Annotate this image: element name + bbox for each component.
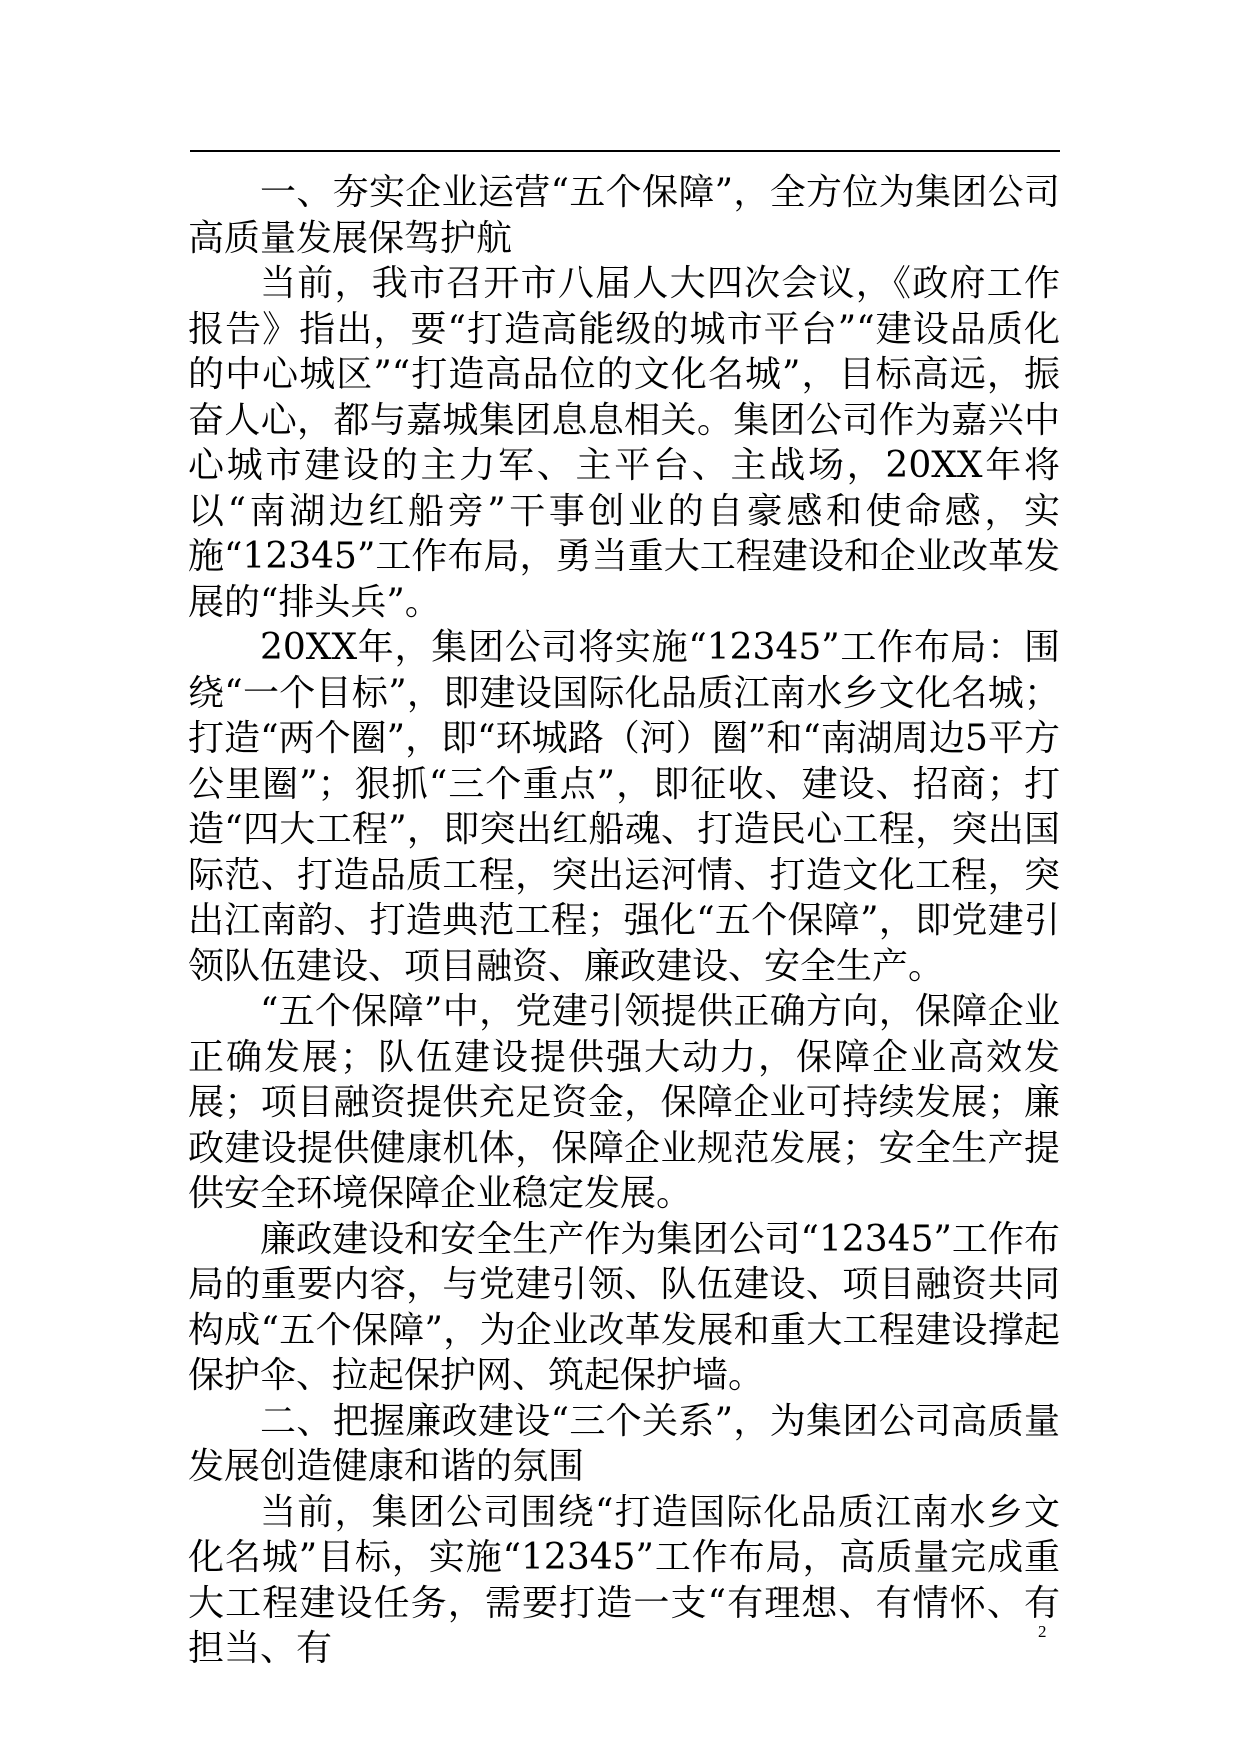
- section-heading-2: 二、把握廉政建设“三个关系”，为集团公司高质量发展创造健康和谐的氛围: [188, 1400, 1060, 1487]
- header-rule: [190, 150, 1060, 152]
- body-paragraph: 廉政建设和安全生产作为集团公司“12345”工作布局的重要内容，与党建引领、队伍建设、项目融资共同构成“五个保障”，为企业改革发展和重大工程建设撑起保护伞、拉起保护网、筑起保护墙。: [188, 1218, 1060, 1396]
- body-paragraph: 20XX年，集团公司将实施“12345”工作布局：围绕“一个目标”，即建设国际化品质江南水乡文化名城；打造“两个圈”，即“环城路（河）圈”和“南湖周边5平方公里圈”；狠抓“三个重点”，即征收、建设、招商；打造“四大工程”，即突出红船魂、打造民心工程，突出国际范、打造品质工程，突出运河情、打造文化工程，突出江南韵、打造典范工程；强化“五个保障”，即党建引领队伍建设、项目融资、廉政建设、安全生产。: [188, 627, 1060, 987]
- body-paragraph: 当前，我市召开市八届人大四次会议，《政府工作报告》指出，要“打造高能级的城市平台”“建设品质化的中心城区”“打造高品位的文化名城”，目标高远，振奋人心，都与嘉城集团息息相关。集团公司作为嘉兴中心城市建设的主力军、主平台、主战场，20XX年将以“南湖边红船旁”干事创业的自豪感和使命感，实施“12345”工作布局，勇当重大工程建设和企业改革发展的“排头兵”。: [188, 263, 1060, 623]
- page-number: 2: [1038, 1622, 1047, 1641]
- document-body: [188, 170, 1060, 1672]
- section-heading-1: 一、夯实企业运营“五个保障”，全方位为集团公司高质量发展保驾护航: [188, 172, 1060, 259]
- body-paragraph: “五个保障”中，党建引领提供正确方向，保障企业正确发展；队伍建设提供强大动力，保障企业高效发展；项目融资提供充足资金，保障企业可持续发展；廉政建设提供健康机体，保障企业规范发展；安全生产提供安全环境保障企业稳定发展。: [188, 991, 1060, 1214]
- body-paragraph: 当前，集团公司围绕“打造国际化品质江南水乡文化名城”目标，实施“12345”工作布局，高质量完成重大工程建设任务，需要打造一支“有理想、有情怀、有担当、有: [188, 1491, 1060, 1669]
